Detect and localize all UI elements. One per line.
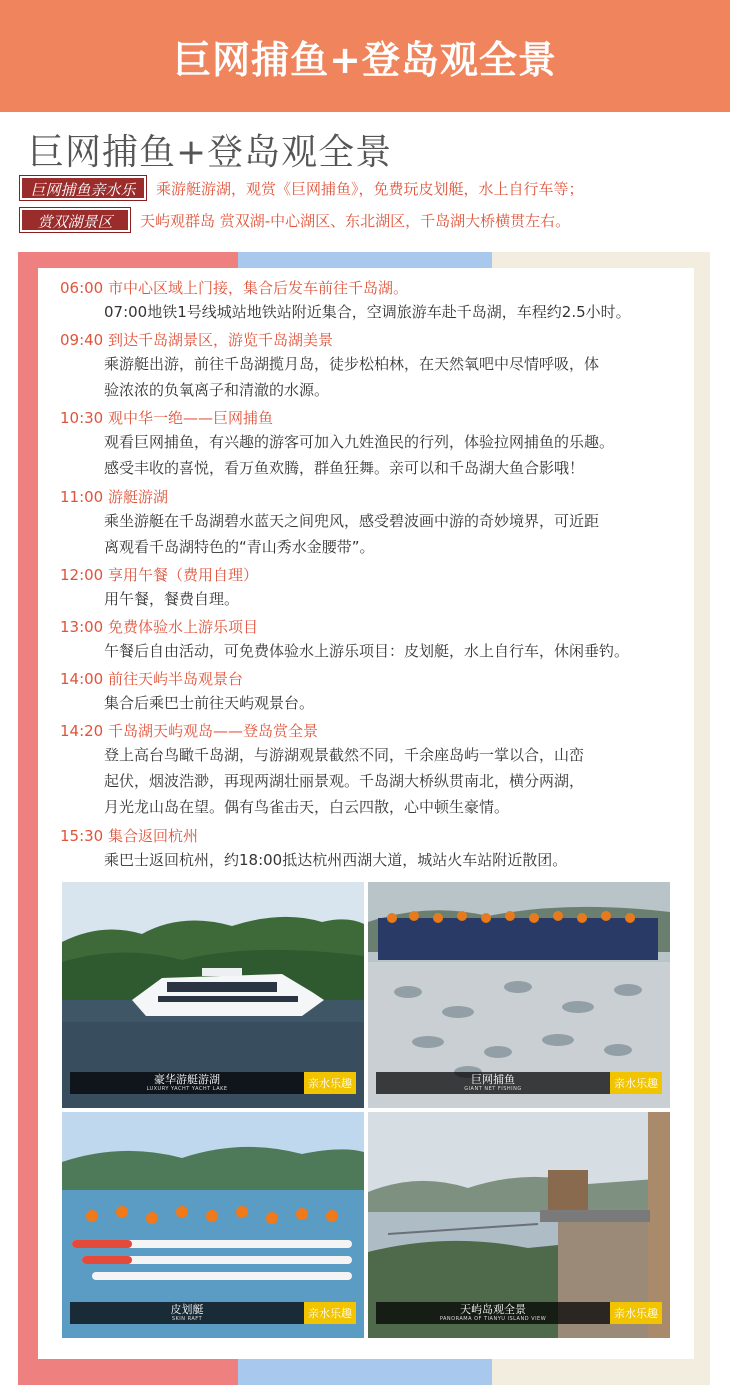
- frame-bottom-blue: [238, 1359, 492, 1385]
- caption-text: [376, 1304, 610, 1322]
- caption-subtitle: GIANT NET FISHING: [464, 1086, 522, 1092]
- itinerary-desc: 乘游艇出游，前往千岛湖揽月岛，徒步松柏林，在天然氧吧中尽情呼吸，体: [104, 355, 600, 373]
- itinerary-time: 06:00 市中心区域上门接，集合后发车前往千岛湖。: [60, 279, 408, 297]
- itinerary-desc: 起伏，烟波浩渺，再现两湖壮丽景观。千岛湖大桥纵贯南北，横分两湖，: [104, 772, 585, 790]
- caption-tag: 亲水乐趣: [610, 1302, 662, 1324]
- itinerary-time: 15:30 集合返回杭州: [60, 827, 198, 845]
- itinerary-item: [60, 329, 690, 403]
- caption-title: 豪华游艇游湖: [154, 1073, 220, 1086]
- itinerary-time: 12:00 享用午餐（费用自理）: [60, 566, 258, 584]
- itinerary-desc: 离观看千岛湖特色的“青山秀水金腰带”。: [104, 538, 375, 556]
- itinerary-item: [60, 407, 690, 481]
- photo-kayak: [62, 1112, 364, 1338]
- itinerary-time: 11:00 游艇游湖: [60, 488, 168, 506]
- caption-tag: 亲水乐趣: [610, 1072, 662, 1094]
- itinerary-desc: 观看巨网捕鱼，有兴趣的游客可加入九姓渔民的行列，体验拉网捕鱼的乐趣。: [104, 433, 615, 451]
- frame-top-cream: [492, 252, 710, 268]
- itinerary-desc: 用午餐，餐费自理。: [104, 590, 240, 608]
- caption-bar: [70, 1302, 356, 1324]
- caption-subtitle: SKIN RAFT: [171, 1316, 203, 1322]
- itinerary-desc: 验浓浓的负氧离子和清澈的水源。: [104, 381, 330, 399]
- itinerary-item: [60, 720, 690, 820]
- frame-right: [694, 252, 710, 1385]
- itinerary-time: 14:20 千岛湖天屿观岛——登岛赏全景: [60, 722, 318, 740]
- caption-bar: [376, 1072, 662, 1094]
- itinerary-desc: 07:00地铁1号线城站地铁站附近集合，空调旅游车赴千岛湖，车程约2.5小时。: [104, 303, 631, 321]
- caption-text: [376, 1074, 610, 1092]
- itinerary-time: 14:00 前往天屿半岛观景台: [60, 670, 243, 688]
- itinerary-time: 10:30 观中华一绝——巨网捕鱼: [60, 409, 273, 427]
- itinerary-item: [60, 616, 690, 664]
- itinerary-time: 09:40 到达千岛湖景区，游览千岛湖美景: [60, 331, 333, 349]
- itinerary-item: [60, 564, 690, 612]
- caption-tag: 亲水乐趣: [304, 1072, 356, 1094]
- itinerary-desc: 乘坐游艇在千岛湖碧水蓝天之间兜风，感受碧波画中游的奇妙境界，可近距: [104, 512, 600, 530]
- itinerary-item: [60, 486, 690, 560]
- caption-subtitle: PANORAMA OF TIANYU ISLAND VIEW: [439, 1316, 547, 1322]
- photo-yacht: [62, 882, 364, 1108]
- photo-panorama: [368, 1112, 670, 1338]
- itinerary-desc: 登上高台鸟瞰千岛湖，与游湖观景截然不同，千余座岛屿一掌以合，山峦: [104, 746, 585, 764]
- itinerary-item: [60, 668, 690, 716]
- frame-bottom-cream: [492, 1359, 710, 1385]
- tag-text-1: 乘游艇游湖，观赏《巨网捕鱼》，免费玩皮划艇，水上自行车等；: [156, 179, 584, 198]
- caption-text: [70, 1304, 304, 1322]
- caption-bar: [376, 1302, 662, 1324]
- page-title: 巨网捕鱼+登岛观全景: [173, 37, 557, 82]
- caption-title: 巨网捕鱼: [471, 1073, 515, 1086]
- caption-title: 天屿岛观全景: [460, 1303, 526, 1316]
- caption-tag: 亲水乐趣: [304, 1302, 356, 1324]
- itinerary-item: [60, 825, 690, 873]
- caption-bar: [70, 1072, 356, 1094]
- itinerary-item: [60, 277, 690, 325]
- caption-text: [70, 1074, 304, 1092]
- photo-fishing: [368, 882, 670, 1108]
- itinerary-desc: 乘巴士返回杭州，约18:00抵达杭州西湖大道，城站火车站附近散团。: [104, 851, 568, 869]
- itinerary-desc: 感受丰收的喜悦，看万鱼欢腾，群鱼狂舞。亲可以和千岛湖大鱼合影哦！: [104, 459, 585, 477]
- frame-top-pink: [18, 252, 238, 268]
- subtitle: 巨网捕鱼+登岛观全景: [28, 132, 393, 173]
- caption-title: 皮划艇: [170, 1303, 204, 1316]
- frame-top-blue: [238, 252, 492, 268]
- tag-row-2: [20, 208, 570, 232]
- itinerary-desc: 月光龙山岛在望。偶有鸟雀击天，白云四散，心中顿生豪情。: [104, 798, 510, 816]
- tag-label-1: 巨网捕鱼亲水乐: [20, 176, 146, 200]
- frame-left: [18, 252, 38, 1385]
- header-banner: [0, 0, 730, 112]
- itinerary-desc: 集合后乘巴士前往天屿观景台。: [104, 694, 315, 712]
- caption-subtitle: LUXURY YACHT YACHT LAKE: [146, 1086, 228, 1092]
- frame-bottom-pink: [18, 1359, 238, 1385]
- tag-text-2: 天屿观群岛 赏双湖-中心湖区、东北湖区，千岛湖大桥横贯左右。: [140, 211, 571, 230]
- itinerary-time: 13:00 免费体验水上游乐项目: [60, 618, 258, 636]
- tag-label-2: 赏双湖景区: [20, 208, 130, 232]
- itinerary-desc: 午餐后自由活动，可免费体验水上游乐项目：皮划艇，水上自行车，休闲垂钓。: [104, 642, 630, 660]
- tag-row-1: [20, 176, 584, 200]
